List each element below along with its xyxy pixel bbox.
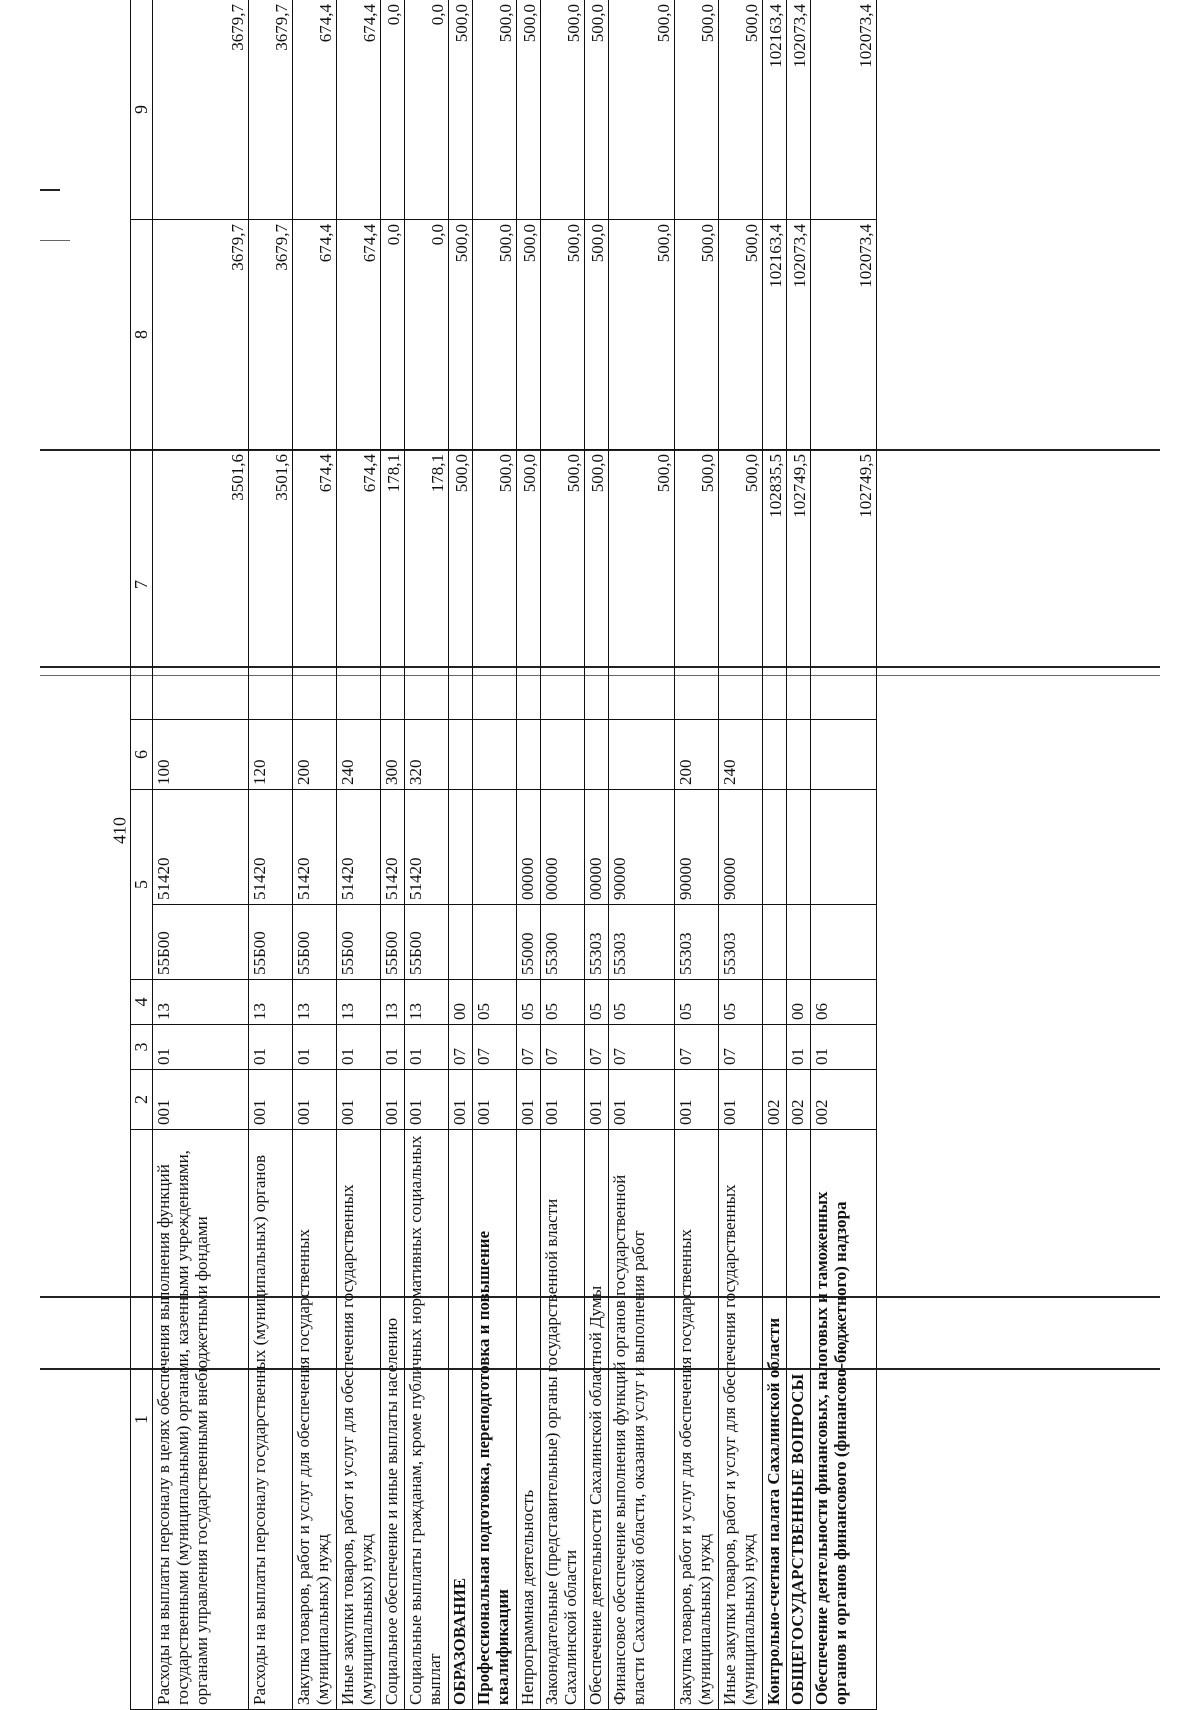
row-code-col5b: 00000 bbox=[517, 790, 541, 905]
row-value-col7: 500,0 bbox=[609, 450, 675, 720]
row-value-col9: 102073,4 bbox=[787, 0, 811, 220]
row-value-col8: 3679,7 bbox=[153, 220, 249, 450]
row-code-col6 bbox=[585, 720, 609, 790]
row-code-col6: 320 bbox=[405, 720, 449, 790]
row-code-col2: 001 bbox=[719, 1070, 763, 1130]
row-code-col5b bbox=[787, 790, 811, 905]
row-code-col4 bbox=[763, 980, 787, 1025]
row-code-col6 bbox=[449, 720, 473, 790]
row-description: Закупка товаров, работ и услуг для обеспечения государственных (муниципальных) нужд bbox=[675, 1130, 719, 1710]
row-description: Иные закупки товаров, работ и услуг для обеспечения государственных (муниципальных) нужд bbox=[337, 1130, 381, 1710]
row-value-col9: 500,0 bbox=[541, 0, 585, 220]
row-value-col9: 102073,4 bbox=[811, 0, 877, 220]
row-value-col8: 500,0 bbox=[675, 220, 719, 450]
row-code-col2: 002 bbox=[787, 1070, 811, 1130]
row-value-col8: 674,4 bbox=[337, 220, 381, 450]
row-code-col5a: 55Б00 bbox=[153, 905, 249, 980]
row-code-col5a: 55303 bbox=[585, 905, 609, 980]
table-body bbox=[153, 0, 877, 1710]
row-value-col8: 102073,4 bbox=[811, 220, 877, 450]
row-code-col2: 002 bbox=[811, 1070, 877, 1130]
row-value-col7: 500,0 bbox=[473, 450, 517, 720]
row-code-col5b: 51420 bbox=[293, 790, 337, 905]
table-row bbox=[811, 0, 877, 1710]
row-code-col5a: 55Б00 bbox=[249, 905, 293, 980]
row-code-col3: 01 bbox=[381, 1025, 405, 1070]
row-code-col6: 240 bbox=[719, 720, 763, 790]
row-value-col7: 3501,6 bbox=[153, 450, 249, 720]
row-code-col5b: 90000 bbox=[609, 790, 675, 905]
row-code-col5a: 55303 bbox=[675, 905, 719, 980]
row-code-col5a: 55300 bbox=[541, 905, 585, 980]
row-code-col4: 13 bbox=[293, 980, 337, 1025]
table-row bbox=[763, 0, 787, 1710]
table-row bbox=[449, 0, 473, 1710]
row-code-col5b: 51420 bbox=[153, 790, 249, 905]
row-code-col6 bbox=[811, 720, 877, 790]
row-value-col8: 500,0 bbox=[609, 220, 675, 450]
row-code-col6 bbox=[541, 720, 585, 790]
row-description: Расходы на выплаты персоналу в целях обеспечения выполнения функций государственными (муниципальными) органами, казенными учреждениями, органами управления государственными внебюджетными фондами bbox=[153, 1130, 249, 1710]
row-code-col5b: 51420 bbox=[381, 790, 405, 905]
row-value-col7: 102749,5 bbox=[787, 450, 811, 720]
row-code-col2: 001 bbox=[585, 1070, 609, 1130]
row-code-col3 bbox=[763, 1025, 787, 1070]
row-value-col9: 0,0 bbox=[405, 0, 449, 220]
row-code-col3: 07 bbox=[609, 1025, 675, 1070]
row-code-col2: 001 bbox=[449, 1070, 473, 1130]
row-code-col5a: 55Б00 bbox=[337, 905, 381, 980]
row-code-col5a bbox=[763, 905, 787, 980]
row-code-col5a bbox=[449, 905, 473, 980]
row-code-col4: 05 bbox=[675, 980, 719, 1025]
row-value-col7: 500,0 bbox=[517, 450, 541, 720]
row-code-col3: 01 bbox=[153, 1025, 249, 1070]
row-code-col2: 002 bbox=[763, 1070, 787, 1130]
row-code-col2: 001 bbox=[675, 1070, 719, 1130]
row-code-col5b: 90000 bbox=[675, 790, 719, 905]
row-code-col5b: 51420 bbox=[249, 790, 293, 905]
row-value-col8: 0,0 bbox=[381, 220, 405, 450]
table-row bbox=[337, 0, 381, 1710]
row-description: Контрольно-счетная палата Сахалинской области bbox=[763, 1130, 787, 1710]
header-cell: 5 bbox=[131, 790, 153, 980]
row-code-col3: 07 bbox=[675, 1025, 719, 1070]
row-value-col7: 500,0 bbox=[719, 450, 763, 720]
table-row bbox=[293, 0, 337, 1710]
header-row bbox=[131, 0, 153, 1710]
table-row bbox=[609, 0, 675, 1710]
row-value-col7: 178,1 bbox=[405, 450, 449, 720]
row-value-col8: 0,0 bbox=[405, 220, 449, 450]
row-value-col8: 500,0 bbox=[473, 220, 517, 450]
row-code-col4: 05 bbox=[585, 980, 609, 1025]
row-code-col5b bbox=[763, 790, 787, 905]
row-value-col7: 102835,5 bbox=[763, 450, 787, 720]
row-code-col5a bbox=[811, 905, 877, 980]
row-description: ОБРАЗОВАНИЕ bbox=[449, 1130, 473, 1710]
table-row bbox=[153, 0, 249, 1710]
table-row bbox=[719, 0, 763, 1710]
row-description: Закупка товаров, работ и услуг для обеспечения государственных (муниципальных) нужд bbox=[293, 1130, 337, 1710]
row-code-col5b bbox=[811, 790, 877, 905]
row-code-col2: 001 bbox=[293, 1070, 337, 1130]
row-code-col2: 001 bbox=[337, 1070, 381, 1130]
row-code-col5a: 55000 bbox=[517, 905, 541, 980]
table-row bbox=[517, 0, 541, 1710]
row-code-col6 bbox=[763, 720, 787, 790]
table-row bbox=[541, 0, 585, 1710]
row-code-col3: 01 bbox=[787, 1025, 811, 1070]
row-value-col9: 500,0 bbox=[473, 0, 517, 220]
table-row bbox=[405, 0, 449, 1710]
row-value-col8: 102163,4 bbox=[763, 220, 787, 450]
table-row bbox=[585, 0, 609, 1710]
row-description: Обеспечение деятельности Сахалинской областной Думы bbox=[585, 1130, 609, 1710]
row-code-col6: 100 bbox=[153, 720, 249, 790]
row-code-col4: 06 bbox=[811, 980, 877, 1025]
row-value-col8: 3679,7 bbox=[249, 220, 293, 450]
row-code-col4: 05 bbox=[541, 980, 585, 1025]
row-value-col8: 500,0 bbox=[541, 220, 585, 450]
row-code-col6: 300 bbox=[381, 720, 405, 790]
row-code-col2: 001 bbox=[517, 1070, 541, 1130]
row-code-col2: 001 bbox=[153, 1070, 249, 1130]
row-value-col9: 102163,4 bbox=[763, 0, 787, 220]
row-description: Финансовое обеспечение выполнения функций органов государственной власти Сахалинской области, оказания услуг и выполнения работ bbox=[609, 1130, 675, 1710]
row-description: Иные закупки товаров, работ и услуг для обеспечения государственных (муниципальных) нужд bbox=[719, 1130, 763, 1710]
row-value-col8: 500,0 bbox=[585, 220, 609, 450]
row-value-col7: 500,0 bbox=[675, 450, 719, 720]
row-value-col9: 3679,7 bbox=[153, 0, 249, 220]
table-row bbox=[787, 0, 811, 1710]
header-cell: 7 bbox=[131, 450, 153, 720]
row-code-col3: 07 bbox=[585, 1025, 609, 1070]
row-code-col6: 200 bbox=[293, 720, 337, 790]
row-code-col2: 001 bbox=[473, 1070, 517, 1130]
row-code-col2: 001 bbox=[541, 1070, 585, 1130]
row-code-col2: 001 bbox=[405, 1070, 449, 1130]
row-value-col9: 500,0 bbox=[449, 0, 473, 220]
row-code-col4: 00 bbox=[449, 980, 473, 1025]
row-value-col7: 178,1 bbox=[381, 450, 405, 720]
row-code-col6: 240 bbox=[337, 720, 381, 790]
row-value-col8: 102073,4 bbox=[787, 220, 811, 450]
row-code-col3: 07 bbox=[517, 1025, 541, 1070]
row-description: Обеспечение деятельности финансовых, налоговых и таможенных органов и органов финансового (финансово-бюджетного) надзора bbox=[811, 1130, 877, 1710]
row-code-col3: 07 bbox=[541, 1025, 585, 1070]
row-value-col9: 3679,7 bbox=[249, 0, 293, 220]
header-cell: 6 bbox=[131, 720, 153, 790]
row-value-col7: 674,4 bbox=[337, 450, 381, 720]
row-code-col6 bbox=[609, 720, 675, 790]
row-value-col8: 500,0 bbox=[517, 220, 541, 450]
row-description: Социальные выплаты гражданам, кроме публичных нормативных социальных выплат bbox=[405, 1130, 449, 1710]
row-code-col3: 01 bbox=[249, 1025, 293, 1070]
row-code-col4: 00 bbox=[787, 980, 811, 1025]
row-code-col5a bbox=[473, 905, 517, 980]
row-code-col5a: 55Б00 bbox=[381, 905, 405, 980]
table-row bbox=[381, 0, 405, 1710]
row-code-col6: 200 bbox=[675, 720, 719, 790]
header-cell: 4 bbox=[131, 980, 153, 1025]
page-number: 410 bbox=[109, 817, 130, 844]
row-description: Непрограммная деятельность bbox=[517, 1130, 541, 1710]
row-code-col6 bbox=[517, 720, 541, 790]
table-row bbox=[473, 0, 517, 1710]
row-code-col5a: 55303 bbox=[719, 905, 763, 980]
row-value-col7: 3501,6 bbox=[249, 450, 293, 720]
row-value-col8: 500,0 bbox=[719, 220, 763, 450]
row-code-col4: 05 bbox=[719, 980, 763, 1025]
row-code-col3: 01 bbox=[293, 1025, 337, 1070]
row-code-col3: 07 bbox=[473, 1025, 517, 1070]
row-code-col6 bbox=[787, 720, 811, 790]
row-value-col9: 500,0 bbox=[609, 0, 675, 220]
row-value-col7: 102749,5 bbox=[811, 450, 877, 720]
row-code-col5b: 51420 bbox=[337, 790, 381, 905]
row-description: Расходы на выплаты персоналу государственных (муниципальных) органов bbox=[249, 1130, 293, 1710]
row-code-col4: 13 bbox=[153, 980, 249, 1025]
row-code-col5a bbox=[787, 905, 811, 980]
header-cell: 1 bbox=[131, 1130, 153, 1710]
row-value-col9: 500,0 bbox=[585, 0, 609, 220]
row-value-col7: 500,0 bbox=[541, 450, 585, 720]
row-code-col5b: 90000 bbox=[719, 790, 763, 905]
scan-line bbox=[40, 240, 70, 241]
row-code-col5b bbox=[473, 790, 517, 905]
row-code-col3: 01 bbox=[405, 1025, 449, 1070]
header-cell: 8 bbox=[131, 220, 153, 450]
rotated-document bbox=[130, 0, 1130, 1710]
row-description: Профессиональная подготовка, переподготовка и повышение квалификации bbox=[473, 1130, 517, 1710]
row-code-col6 bbox=[473, 720, 517, 790]
row-code-col4: 13 bbox=[405, 980, 449, 1025]
row-code-col2: 001 bbox=[249, 1070, 293, 1130]
row-code-col5b: 00000 bbox=[585, 790, 609, 905]
scan-line bbox=[40, 189, 60, 191]
row-value-col9: 500,0 bbox=[517, 0, 541, 220]
row-code-col4: 13 bbox=[249, 980, 293, 1025]
row-value-col9: 0,0 bbox=[381, 0, 405, 220]
row-code-col3: 01 bbox=[337, 1025, 381, 1070]
table-row bbox=[249, 0, 293, 1710]
row-code-col5b bbox=[449, 790, 473, 905]
row-code-col4: 05 bbox=[609, 980, 675, 1025]
row-code-col5b: 00000 bbox=[541, 790, 585, 905]
budget-table bbox=[130, 0, 877, 1710]
row-description: Законодательные (представительные) органы государственной власти Сахалинской области bbox=[541, 1130, 585, 1710]
row-value-col9: 674,4 bbox=[293, 0, 337, 220]
row-code-col5b: 51420 bbox=[405, 790, 449, 905]
row-code-col4: 13 bbox=[381, 980, 405, 1025]
row-code-col4: 05 bbox=[517, 980, 541, 1025]
row-description: ОБЩЕГОСУДАРСТВЕННЫЕ ВОПРОСЫ bbox=[787, 1130, 811, 1710]
header-cell: 9 bbox=[131, 0, 153, 220]
row-code-col4: 13 bbox=[337, 980, 381, 1025]
header-cell: 3 bbox=[131, 1025, 153, 1070]
row-value-col9: 500,0 bbox=[719, 0, 763, 220]
row-code-col2: 001 bbox=[381, 1070, 405, 1130]
row-code-col5a: 55Б00 bbox=[405, 905, 449, 980]
row-code-col3: 07 bbox=[719, 1025, 763, 1070]
row-value-col8: 674,4 bbox=[293, 220, 337, 450]
row-code-col2: 001 bbox=[609, 1070, 675, 1130]
row-value-col7: 674,4 bbox=[293, 450, 337, 720]
row-value-col7: 500,0 bbox=[449, 450, 473, 720]
row-code-col3: 01 bbox=[811, 1025, 877, 1070]
row-description: Социальное обеспечение и иные выплаты населению bbox=[381, 1130, 405, 1710]
row-code-col6: 120 bbox=[249, 720, 293, 790]
header-cell: 2 bbox=[131, 1070, 153, 1130]
row-value-col8: 500,0 bbox=[449, 220, 473, 450]
table-row bbox=[675, 0, 719, 1710]
row-code-col5a: 55303 bbox=[609, 905, 675, 980]
row-code-col4: 05 bbox=[473, 980, 517, 1025]
row-value-col9: 674,4 bbox=[337, 0, 381, 220]
row-code-col3: 07 bbox=[449, 1025, 473, 1070]
row-code-col5a: 55Б00 bbox=[293, 905, 337, 980]
row-value-col7: 500,0 bbox=[585, 450, 609, 720]
row-value-col9: 500,0 bbox=[675, 0, 719, 220]
